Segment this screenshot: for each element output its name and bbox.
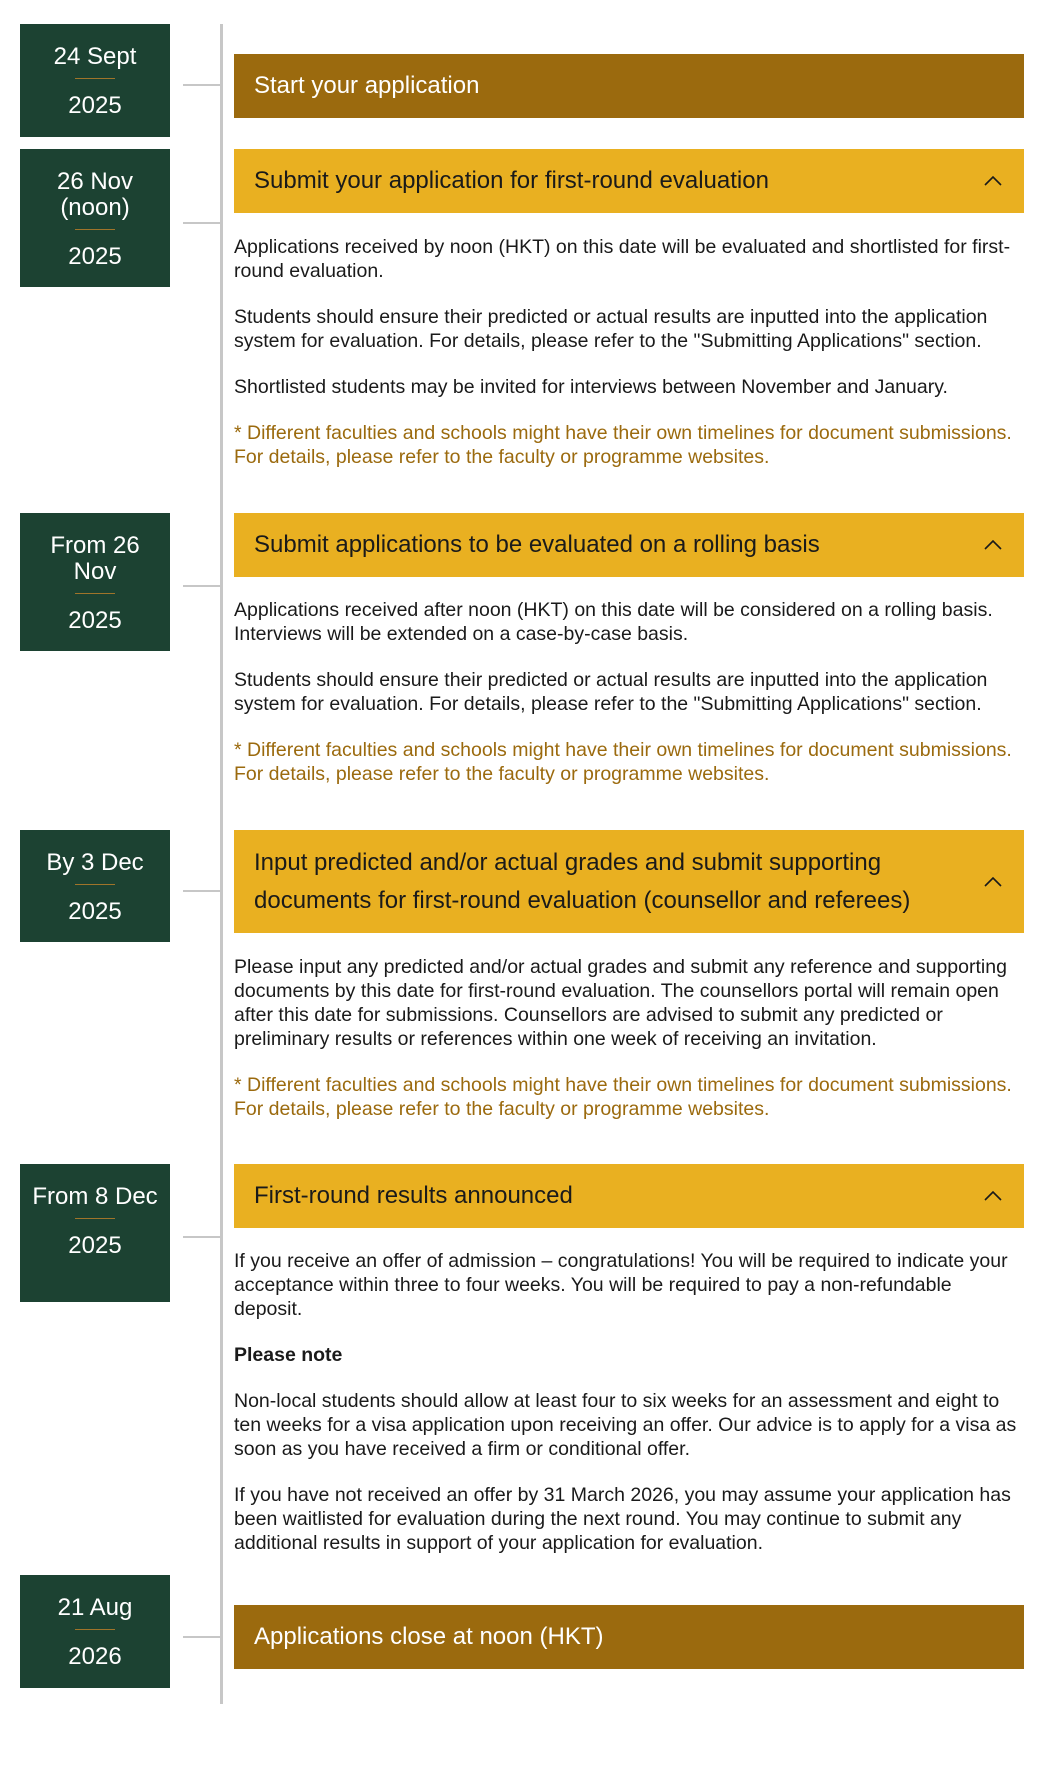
accordion-body [234,598,1024,808]
connector-line [183,1636,221,1638]
accordion-body [234,955,1024,1143]
body-paragraph: If you have not received an offer by 31 March 2026, you may assume your application has been waitlisted for evaluation during the next round. You may continue to submit any additional results in support of your application for evaluation. [234,1484,1011,1554]
chevron-up-icon[interactable] [982,170,1004,192]
accordion-body [234,1249,1024,1577]
body-paragraph: Shortlisted students may be invited for interviews between November and January. [234,376,948,398]
date-divider [75,884,115,885]
date-label: 21 Aug [57,1594,133,1621]
accordion-header-rolling[interactable] [234,513,1024,577]
date-badge [20,830,170,942]
accordion-title: Input predicted and/or actual grades and submit supporting documents for first-round evaluation (counsellor and referees) [254,848,911,914]
date-label: By 3 Dec [46,849,144,876]
date-badge [20,1164,170,1302]
date-year: 2025 [68,92,122,119]
date-divider [75,593,115,594]
connector-line [183,1236,221,1238]
chevron-up-icon[interactable] [982,534,1004,556]
connector-line [183,222,221,224]
accordion-header-applications-close[interactable] [234,1605,1024,1669]
accordion-header-start-application[interactable] [234,54,1024,118]
accordion-header-results[interactable] [234,1164,1024,1228]
body-paragraph: Non-local students should allow at least four to six weeks for an assessment and eight to ten weeks for a visa application upon receiving an offer. Our advice is to apply for a visa as soon as you have received a firm or conditional offer. [234,1390,1017,1460]
faculty-note: * Different faculties and schools might have their own timelines for document submissions. For details, please refer to the faculty or programme websites. [234,422,1012,468]
body-paragraph: Students should ensure their predicted or actual results are inputted into the application system for evaluation. For details, please refer to the "Submitting Applications" section. [234,669,988,715]
date-label: From 26 Nov [50,532,140,585]
date-label: 24 Sept [53,43,137,70]
accordion-title: Start your application [254,72,480,99]
accordion-title: Applications close at noon (HKT) [254,1623,604,1650]
timeline-line [220,24,223,1704]
body-paragraph: If you receive an offer of admission – congratulations! You will be required to indicate your acceptance within three to four weeks. You will be required to pay a non-refundable deposit. [234,1250,1008,1320]
chevron-up-icon[interactable] [982,1185,1004,1207]
accordion-header-grades[interactable] [234,830,1024,933]
date-divider [75,1218,115,1219]
date-year: 2025 [68,607,122,634]
faculty-note: * Different faculties and schools might have their own timelines for document submissions. For details, please refer to the faculty or programme websites. [234,739,1012,785]
body-paragraph: Students should ensure their predicted or actual results are inputted into the application system for evaluation. For details, please refer to the "Submitting Applications" section. [234,306,988,352]
date-year: 2025 [68,898,122,925]
date-year: 2025 [68,243,122,270]
body-paragraph: Applications received by noon (HKT) on this date will be evaluated and shortlisted for first-round evaluation. [234,236,1011,282]
accordion-title: Submit applications to be evaluated on a rolling basis [254,531,820,558]
connector-line [183,585,221,587]
date-divider [75,78,115,79]
date-year: 2025 [68,1232,122,1259]
chevron-up-icon[interactable] [982,871,1004,893]
body-paragraph: Applications received after noon (HKT) on this date will be considered on a rolling basis. Interviews will be extended on a case-by-case basis. [234,599,993,645]
connector-line [183,890,221,892]
date-label: From 8 Dec [32,1183,158,1210]
date-badge [20,24,170,137]
connector-line [183,84,221,86]
date-divider [75,229,115,230]
date-divider [75,1629,115,1630]
date-year: 2026 [68,1643,122,1670]
date-badge [20,1575,170,1688]
body-paragraph: Please input any predicted and/or actual grades and submit any reference and supporting documents by this date for first-round evaluation. The counsellors portal will remain open after this date for submissions. Counsellors are advised to submit any predicted or preliminary results or references within one week of receiving an invitation. [234,956,1007,1050]
accordion-title: First-round results announced [254,1182,573,1209]
accordion-title: Submit your application for first-round evaluation [254,167,769,194]
date-badge [20,513,170,651]
accordion-body [234,235,1024,491]
accordion-header-first-round[interactable] [234,149,1024,213]
please-note-heading: Please note [234,1344,343,1366]
date-badge [20,149,170,287]
faculty-note: * Different faculties and schools might have their own timelines for document submissions. For details, please refer to the faculty or programme websites. [234,1074,1012,1120]
date-label: 26 Nov (noon) [56,168,134,221]
